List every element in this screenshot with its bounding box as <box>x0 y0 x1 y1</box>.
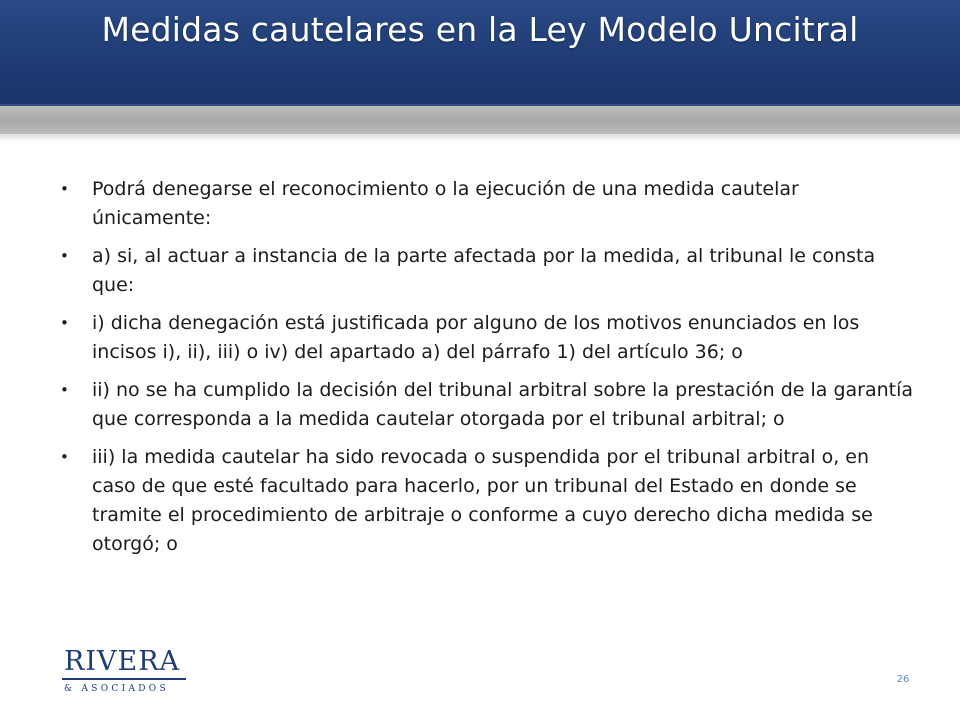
bullet-text: ii) no se ha cumplido la decisión del tribunal arbitral sobre la prestación de la garantía que corresponda a la medida cautelar otorgada por el tribunal arbitral; o <box>92 379 914 430</box>
bullet-text: iii) la medida cautelar ha sido revocada o suspendida por el tribunal arbitral o, en caso de que esté facultado para hacerlo, por un tribunal del Estado en donde se tramite el procedimiento de arbitraje o conforme a cuyo derecho dicha medida se otorgó; o <box>92 446 873 555</box>
bullet-item <box>60 242 915 300</box>
logo-name: RIVERA <box>64 646 181 677</box>
header-bar <box>0 0 960 106</box>
bullet-icon: • <box>60 180 69 198</box>
bullet-text: Podrá denegarse el reconocimiento o la ejecución de una medida cautelar únicamente: <box>92 178 799 229</box>
bullet-icon: • <box>60 247 69 265</box>
bullet-item <box>60 376 915 434</box>
slide-title: Medidas cautelares en la Ley Modelo Uncitral <box>101 10 859 49</box>
bullet-text: i) dicha denegación está justificada por alguno de los motivos enunciados en los incisos i), ii), iii) o iv) del apartado a) del párrafo 1) del artículo 36; o <box>92 312 860 363</box>
bullet-item <box>60 443 915 559</box>
rivera-logo <box>62 646 202 698</box>
bullet-icon: • <box>60 448 69 466</box>
page-number: 26 <box>896 674 910 685</box>
logo-subtitle: & ASOCIADOS <box>64 684 169 694</box>
bullet-item <box>60 175 915 233</box>
bullet-text: a) si, al actuar a instancia de la parte afectada por la medida, al tribunal le consta que: <box>92 245 876 296</box>
bullet-list <box>60 175 915 568</box>
bullet-icon: • <box>60 314 69 332</box>
bullet-icon: • <box>60 381 69 399</box>
bullet-item <box>60 309 915 367</box>
header-shadow-band <box>0 106 960 134</box>
logo-divider <box>62 678 186 680</box>
header-shadow-fade <box>0 134 960 142</box>
